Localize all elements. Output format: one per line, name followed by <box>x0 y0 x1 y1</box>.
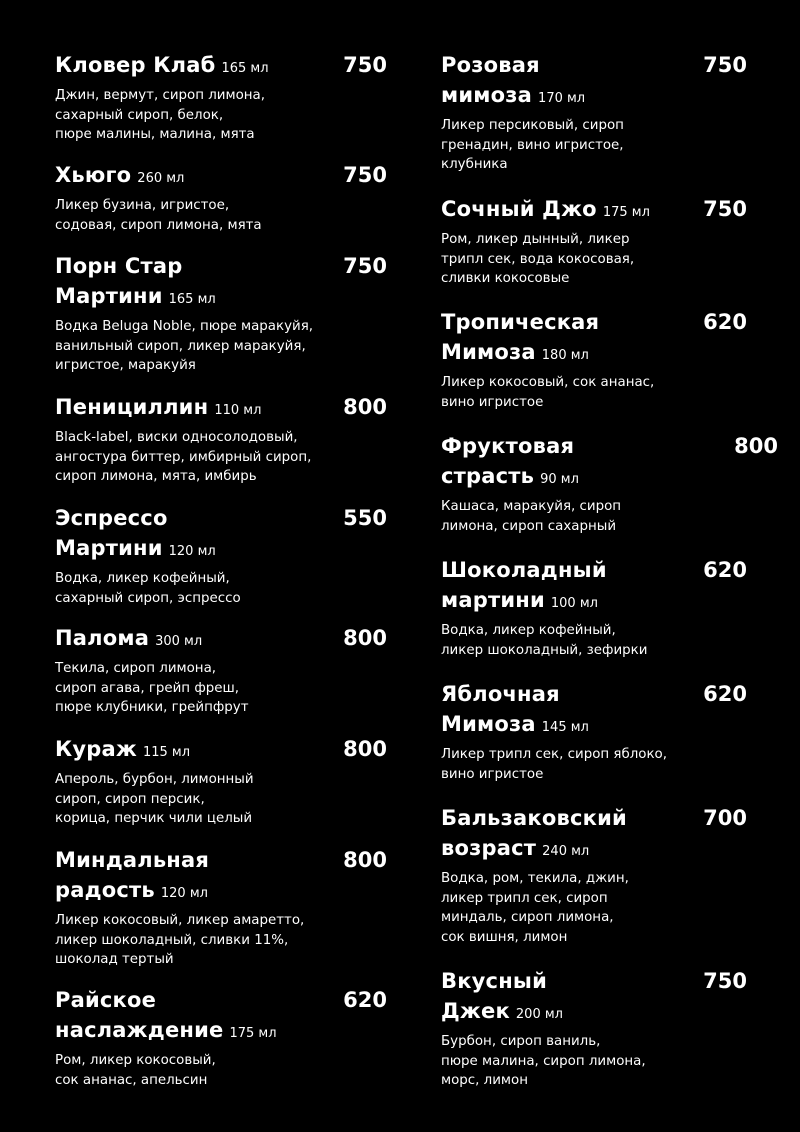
menu-item-volume: 200 мл <box>515 1007 563 1022</box>
menu-item-price: 800 <box>343 848 387 872</box>
menu-item-volume: 115 мл <box>142 745 191 760</box>
menu-item <box>55 985 387 1090</box>
menu-item-price: 620 <box>703 558 747 582</box>
menu-item-description: Ликер кокосовый, ликер амаретто, ликер шоколадный, сливки 11%, шоколад тертый <box>55 913 305 968</box>
menu-item-name: Шоколадный <box>441 558 607 582</box>
menu-item-name: Мартини <box>55 536 163 560</box>
menu-item-title <box>441 307 747 371</box>
menu-item <box>441 431 778 536</box>
menu-item-name: Вкусный <box>441 969 548 993</box>
menu-item-name: Порн Стар <box>55 254 183 278</box>
menu-item-description: Ликер персиковый, сироп гренадин, вино игристое, клубника <box>441 118 624 173</box>
menu-item-name: Хьюго <box>55 163 132 187</box>
menu-item <box>441 966 747 1091</box>
menu-item-name: Кловер Клаб <box>55 53 216 77</box>
menu-item-name: мартини <box>441 588 545 612</box>
menu-item-description: Ликер бузина, игристое, содовая, сироп лимона, мята <box>55 198 262 233</box>
menu-item-price: 620 <box>703 310 747 334</box>
menu-item-description: Ром, ликер дынный, ликер трипл сек, вода кокосовая, сливки кокосовые <box>441 232 635 287</box>
menu-item-volume: 165 мл <box>168 292 216 307</box>
menu-item-title <box>441 555 747 619</box>
menu-item-description: Текила, сироп лимона, сироп агава, грейп фреш, пюре клубники, грейпфрут <box>55 661 249 716</box>
menu-item <box>55 734 387 829</box>
menu-item-volume: 175 мл <box>229 1026 277 1041</box>
menu-item-name: Мимоза <box>441 712 536 736</box>
menu-item-title <box>55 734 387 768</box>
menu-item-price: 750 <box>343 53 387 77</box>
menu-item-name: Джек <box>441 999 510 1023</box>
menu-item-name: страсть <box>441 464 535 488</box>
menu-item <box>441 679 747 784</box>
menu-item-price: 750 <box>703 197 747 221</box>
menu-item-price: 750 <box>703 969 747 993</box>
menu-item-description: Джин, вермут, сироп лимона, сахарный сироп, белок, пюре малины, малина, мята <box>55 88 266 143</box>
menu-item-title <box>441 803 747 867</box>
menu-item <box>441 803 747 947</box>
menu-item-volume: 120 мл <box>168 544 216 559</box>
menu-item-title <box>55 845 387 909</box>
menu-item-title <box>55 392 387 426</box>
menu-item-name: Миндальная <box>55 848 210 872</box>
menu-item-volume: 110 мл <box>214 403 262 418</box>
menu-item-price: 700 <box>703 806 747 830</box>
menu-item-description: Водка, ром, текила, джин, ликер трипл сек, сироп миндаль, сироп лимона, сок вишня, лимон <box>441 871 629 945</box>
menu-item-price: 750 <box>703 53 747 77</box>
menu-item-description: Апероль, бурбон, лимонный сироп, сироп персик, корица, перчик чили целый <box>55 772 254 827</box>
menu-item-volume: 300 мл <box>155 634 203 649</box>
menu-item-price: 750 <box>343 254 387 278</box>
menu-item-price: 620 <box>703 682 747 706</box>
menu-item-name: наслаждение <box>55 1018 224 1042</box>
menu-item-price: 800 <box>343 737 387 761</box>
menu-item-volume: 175 мл <box>602 205 650 220</box>
menu-item-title <box>55 160 387 194</box>
menu-item-name: Яблочная <box>441 682 560 706</box>
menu-item-price: 800 <box>343 626 387 650</box>
menu-item-volume: 90 мл <box>540 472 579 487</box>
menu-item-title <box>441 50 747 114</box>
menu-item-price: 620 <box>343 988 387 1012</box>
menu-item-description: Водка, ликер кофейный, сахарный сироп, эспрессо <box>55 571 241 606</box>
menu-item-description: Ром, ликер кокосовый, сок ананас, апельсин <box>55 1053 216 1088</box>
menu-item <box>55 392 387 487</box>
menu-item-name: Мимоза <box>441 340 536 364</box>
menu-item <box>55 251 387 376</box>
menu-item-volume: 120 мл <box>160 886 208 901</box>
menu-item-name: радость <box>55 878 155 902</box>
menu-item <box>55 623 387 718</box>
menu-item-description: Водка, ликер кофейный, ликер шоколадный, зефирки <box>441 623 648 658</box>
menu-item <box>55 503 387 608</box>
menu-item-title <box>55 503 387 567</box>
menu-item-price: 800 <box>343 395 387 419</box>
menu-item-title <box>55 251 387 315</box>
menu-item-name: Сочный Джо <box>441 197 597 221</box>
menu-item-name: возраст <box>441 836 537 860</box>
menu-item-volume: 165 мл <box>221 61 269 76</box>
menu-item-description: Ликер кокосовый, сок ананас, вино игристое <box>441 375 655 410</box>
menu-item-name: Пенициллин <box>55 395 209 419</box>
menu-item-volume: 260 мл <box>137 171 185 186</box>
menu-item-title <box>441 966 747 1030</box>
menu-item-name: Фруктовая <box>441 434 575 458</box>
menu-item-volume: 145 мл <box>541 720 589 735</box>
menu-item-description: Водка Beluga Noble, пюре маракуйя, ванильный сироп, ликер маракуйя, игристое, маракуйя <box>55 319 314 374</box>
menu-item <box>55 50 387 145</box>
menu-item-name: Тропическая <box>441 310 600 334</box>
menu-item-name: Кураж <box>55 737 137 761</box>
menu-item-title <box>55 50 387 84</box>
menu-item-name: Мартини <box>55 284 163 308</box>
menu-item-title <box>55 623 387 657</box>
menu-item <box>441 194 747 289</box>
menu-item-price: 550 <box>343 506 387 530</box>
menu-item-volume: 240 мл <box>542 844 590 859</box>
menu-item-description: Black-label, виски односолодовый, ангостура биттер, имбирный сироп, сироп лимона, мята, имбирь <box>55 430 312 485</box>
menu-item-price: 750 <box>343 163 387 187</box>
menu-item-name: мимоза <box>441 83 533 107</box>
menu-item-name: Палома <box>55 626 150 650</box>
menu-item-name: Бальзаковский <box>441 806 627 830</box>
menu-item-name: Эспрессо <box>55 506 168 530</box>
menu-item-volume: 180 мл <box>541 348 589 363</box>
menu-item-title <box>441 679 747 743</box>
menu-item <box>441 555 747 660</box>
menu-item-title <box>441 431 747 495</box>
menu-item-title <box>55 985 387 1049</box>
menu-item-description: Бурбон, сироп ваниль, пюре малина, сироп лимона, морс, лимон <box>441 1034 646 1089</box>
menu-item-description: Ликер трипл сек, сироп яблоко, вино игристое <box>441 747 667 782</box>
menu-item-title <box>441 194 747 228</box>
menu-item-volume: 100 мл <box>550 596 598 611</box>
menu-item-volume: 170 мл <box>538 91 586 106</box>
menu-item <box>441 307 747 412</box>
menu-item <box>55 160 387 235</box>
menu-item-description: Кашаса, маракуйя, сироп лимона, сироп сахарный <box>441 499 622 534</box>
menu-item-name: Розовая <box>441 53 540 77</box>
menu-item-name: Райское <box>55 988 157 1012</box>
menu-item <box>55 845 387 970</box>
menu-item <box>441 50 747 175</box>
menu-item-price: 800 <box>734 434 778 458</box>
